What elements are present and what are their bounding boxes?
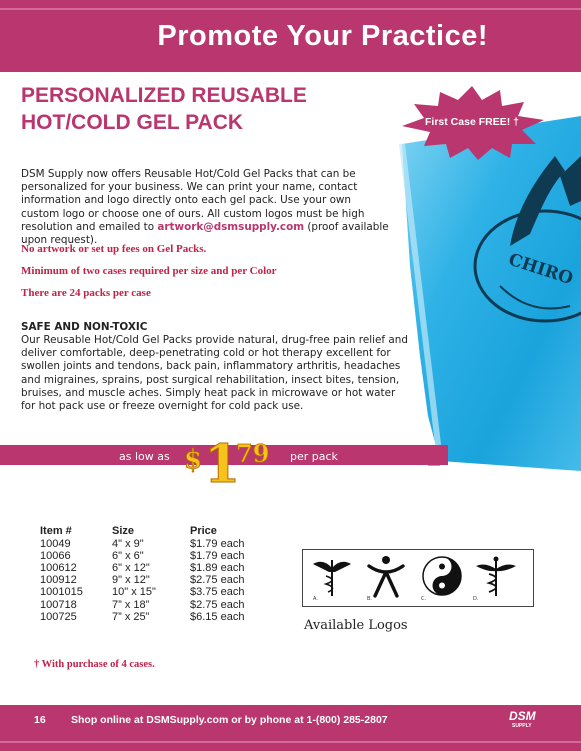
table-row xyxy=(40,599,244,611)
item-size: 10" x 15" xyxy=(112,586,156,599)
item-price: $1.79 each xyxy=(190,549,245,562)
price-value xyxy=(182,424,287,488)
item-price: $1.89 each xyxy=(190,561,245,574)
note-minimum-cases: Minimum of two cases required per size and per Color xyxy=(21,265,277,277)
safe-section-title: SAFE AND NON-TOXIC xyxy=(21,321,148,333)
note-no-fees: No artwork or set up fees on Gel Packs. xyxy=(21,243,207,255)
item-number: 100718 xyxy=(40,598,77,611)
item-price: $3.75 each xyxy=(190,586,245,599)
item-size: 6" x 12" xyxy=(112,561,150,574)
item-size: 7” x 25” xyxy=(112,610,150,623)
item-size: 9" x 12" xyxy=(112,574,150,587)
item-number: 100725 xyxy=(40,610,77,623)
item-price: $2.75 each xyxy=(190,598,245,611)
page-number: 16 xyxy=(34,714,46,726)
footer-bar xyxy=(0,705,581,751)
footer-contact: Shop online at DSMSupply.com or by phone at 1-(800) 285-2807 xyxy=(71,714,388,726)
price-dollar-sign: $ xyxy=(184,445,203,475)
dsm-supply-logo xyxy=(508,709,544,729)
price-whole: 1 xyxy=(204,434,241,488)
note-packs-per-case: There are 24 packs per case xyxy=(21,287,151,299)
table-row xyxy=(40,586,244,598)
table-header-row xyxy=(40,525,244,538)
table-row xyxy=(40,611,244,623)
table-row xyxy=(40,574,244,586)
logos-caption: Available Logos xyxy=(304,618,408,633)
logo-options-box xyxy=(302,549,534,607)
item-size: 7” x 18” xyxy=(112,598,150,611)
logo-letter-b: B. xyxy=(367,596,373,602)
table-row xyxy=(40,562,244,574)
header-item: Item # xyxy=(40,525,72,537)
logo-letter-d: D. xyxy=(473,596,479,602)
intro-suffix: (proof available upon request). xyxy=(21,220,389,247)
item-size: 4" x 9" xyxy=(112,537,144,550)
intro-text: DSM Supply now offers Reusable Hot/Cold Gel Packs that can be personalized for your business. We can print your name, contact information and logo directly onto each gel pack. Use your own custom logo or choose one of ours. All custom logos must be high resolution and emailed to xyxy=(21,168,365,233)
brand-logo-top: DSM xyxy=(509,709,536,723)
price-prefix: as low as xyxy=(119,450,170,463)
table-row xyxy=(40,538,244,550)
logo-letter-a: A. xyxy=(313,596,318,602)
header-size: Size xyxy=(112,525,135,537)
caduceus-icon xyxy=(475,554,517,598)
header-price: Price xyxy=(190,525,217,537)
item-number: 10049 xyxy=(40,537,71,550)
banner-stripe xyxy=(0,8,581,10)
item-number: 10066 xyxy=(40,549,71,562)
item-table xyxy=(40,525,244,623)
human-figure-icon xyxy=(365,554,407,598)
banner-title: Promote Your Practice! xyxy=(157,20,488,52)
gel-pack-printed-text: CHIRO xyxy=(505,249,576,290)
logo-letter-c: C. xyxy=(421,596,427,602)
item-size: 6" x 6" xyxy=(112,549,144,562)
first-case-free-badge: First Case FREE! † xyxy=(425,116,519,128)
caduceus-eagle-icon xyxy=(311,554,353,598)
price-suffix: per pack xyxy=(290,450,338,463)
intro-paragraph xyxy=(21,168,391,247)
item-price: $6.15 each xyxy=(190,610,245,623)
item-number: 100612 xyxy=(40,561,77,574)
artwork-email-link[interactable]: artwork@dsmsupply.com xyxy=(157,220,305,233)
product-headline: PERSONALIZED REUSABLE HOT/COLD GEL PACK xyxy=(21,84,307,134)
footer-stripe xyxy=(0,741,581,743)
item-price: $2.75 each xyxy=(190,574,245,587)
price-cents: 79 xyxy=(236,439,270,468)
item-number: 1001015 xyxy=(40,586,83,599)
item-price: $1.79 each xyxy=(190,537,245,550)
table-row xyxy=(40,550,244,562)
safe-section-body: Our Reusable Hot/Cold Gel Packs provide natural, drug-free pain relief and deliver comfortable, deep-penetrating cold or hot therapy excellent for swollen joints and tendons, back pain, inflammatory arthritis, headaches and migraines, sprains, post surgical rehabilitation, insect bites, tension, bruises, and muscle aches. Simply heat pack in microwave or hot water for hot pack use or freeze overnight for cold pack use. xyxy=(21,334,408,413)
brand-logo-bottom: SUPPLY xyxy=(512,723,532,729)
gel-pack-image xyxy=(380,116,581,471)
footnote: † With purchase of 4 cases. xyxy=(34,659,155,670)
yin-yang-icon xyxy=(421,554,463,598)
item-number: 100912 xyxy=(40,574,77,587)
